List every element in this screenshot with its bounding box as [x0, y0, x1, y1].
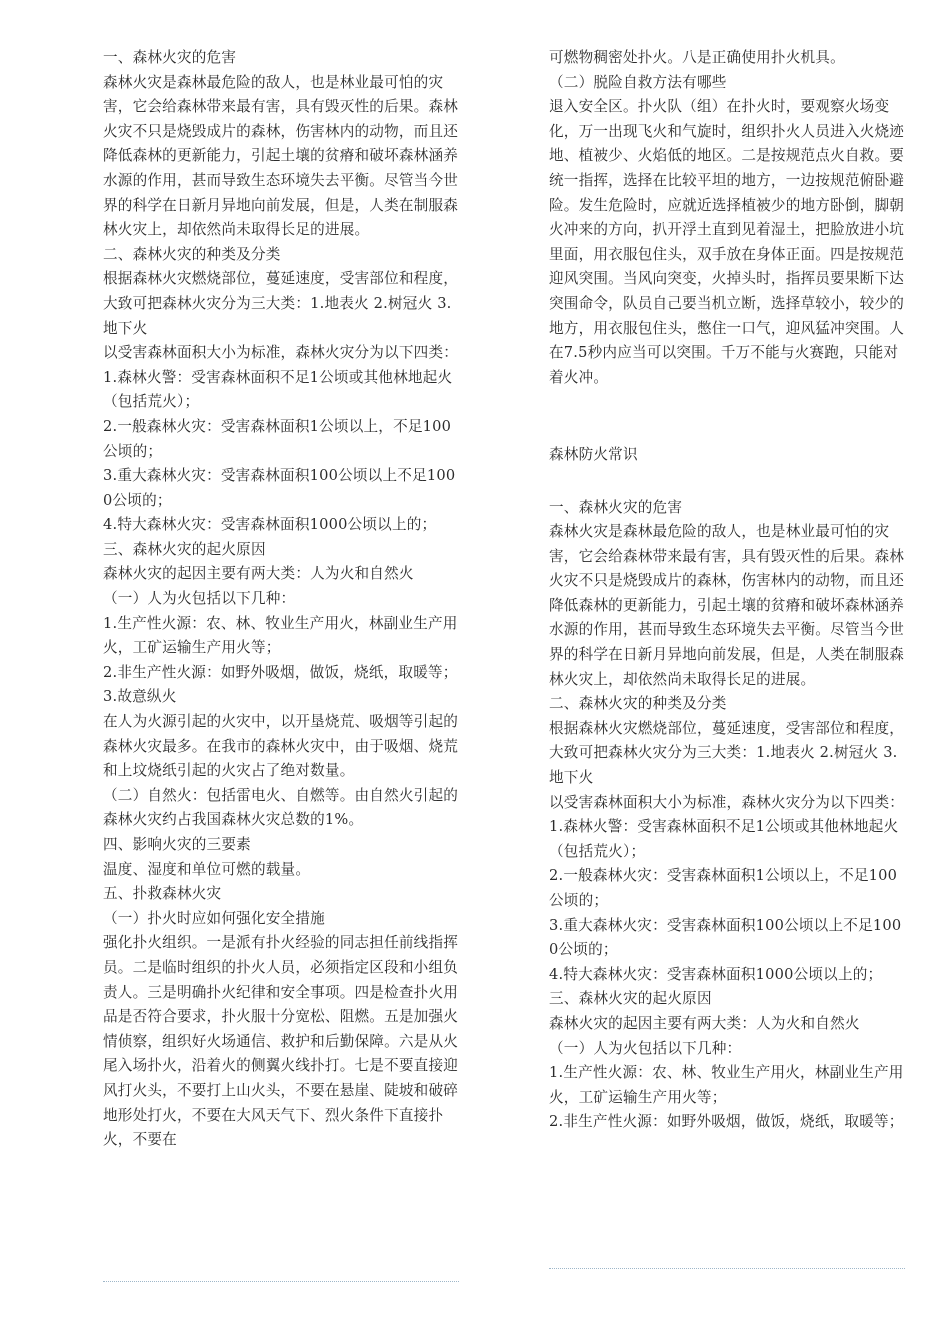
paragraph-hazards: 森林火灾是森林最危险的敌人，也是林业最可怕的灾害，它会给森林带来最有害，具有毁灭性的后果。森林火灾不只是烧毁成片的森林，伤害林内的动物，而且还降低森林的更新能力，引起土壤的贫瘠和破坏森林涵养水源的作用，甚而导致生态环境失去平衡。尽管当今世界的科学在日新月异地向前发展，但是，人类在制服森林火灾上，却依然尚未取得长足的进展。 — [549, 523, 905, 688]
section-heading-hazards: 一、森林火灾的危害 — [103, 49, 237, 66]
subheading-human-fire: （一）人为火包括以下几种： — [103, 590, 296, 608]
list-item: 1.森林火警：受害森林面积不足1公顷或其他林地起火（包括荒火）； — [103, 368, 453, 411]
list-item: 4.特大森林火灾：受害森林面积1000公顷以上的； — [103, 516, 437, 534]
section-heading-three-factors: 四、影响火灾的三要素 — [103, 836, 251, 853]
list-item: 3.故意纵火 — [103, 688, 177, 706]
section-heading-hazards: 一、森林火灾的危害 — [549, 498, 683, 516]
list-item: 3.重大森林火灾：受害森林面积100公顷以上不足1000公顷的； — [103, 467, 456, 509]
list-item: 1.森林火警：受害森林面积不足1公顷或其他林地起火（包括荒火）； — [549, 818, 899, 860]
list-item: 1.生产性火源：农、林、牧业生产用火，林副业生产用火，工矿运输生产用火等； — [103, 614, 458, 657]
left-column-divider — [103, 1281, 459, 1282]
spacer — [549, 468, 905, 496]
list-item: 2.非生产性火源：如野外吸烟，做饭，烧纸，取暖等； — [549, 1113, 904, 1131]
right-column-divider — [549, 1268, 905, 1269]
paragraph-area-classes: 以受害森林面积大小为标准，森林火灾分为以下四类： — [549, 793, 905, 811]
subheading-escape-methods: （二）脱险自救方法有哪些 — [549, 73, 727, 91]
spacer — [549, 390, 905, 418]
section-heading-types: 二、森林火灾的种类及分类 — [549, 695, 727, 713]
subheading-safety-measures: （一）扑火时应如何强化安全措施 — [103, 909, 325, 927]
list-item: 2.非生产性火源：如野外吸烟，做饭，烧纸，取暖等； — [103, 663, 458, 681]
paragraph-types: 根据森林火灾燃烧部位，蔓延速度，受害部位和程度，大致可把森林火灾分为三大类：1.地表火 2.树冠火 3.地下火 — [103, 270, 459, 337]
paragraph-causes: 森林火灾的起因主要有两大类：人为火和自然火 — [103, 565, 414, 583]
subheading-human-fire: （一）人为火包括以下几种： — [549, 1039, 742, 1057]
paragraph-types: 根据森林火灾燃烧部位，蔓延速度，受害部位和程度，大致可把森林火灾分为三大类：1.地表火 2.树冠火 3.地下火 — [549, 719, 905, 787]
paragraph-escape-methods: 退入安全区。扑火队（组）在扑火时，要观察火场变化，万一出现飞火和气旋时，组织扑火人员进入火烧迹地、植被少、火焰低的地区。二是按规范点火自救。要统一指挥，选择在比较平坦的地方，一边按规范俯卧避险。发生危险时，应就近选择植被少的地方卧倒，脚朝火冲来的方向，扒开浮土直到见着湿土，把脸放进小坑里面，用衣服包住头，双手放在身体正面。四是按规范迎风突围。当风向突变，火掉头时，指挥员要果断下达突围命令，队员自己要当机立断，选择草较小，较少的地方，用衣服包住头，憋住一口气，迎风猛冲突围。人在7.5秒内应当可以突围。千万不能与火赛跑，只能对着火冲。 — [549, 98, 905, 386]
section-heading-causes: 三、森林火灾的起火原因 — [549, 990, 712, 1008]
right-column — [549, 46, 905, 1135]
spacer — [549, 418, 905, 443]
section-heading-types: 二、森林火灾的种类及分类 — [103, 245, 281, 263]
paragraph-causes: 森林火灾的起因主要有两大类：人为火和自然火 — [549, 1014, 860, 1032]
paragraph-continued: 可燃物稠密处扑火。八是正确使用扑火机具。 — [549, 49, 845, 66]
list-item: 1.生产性火源：农、林、牧业生产用火，林副业生产用火，工矿运输生产用火等； — [549, 1064, 904, 1106]
section-heading-causes: 三、森林火灾的起火原因 — [103, 540, 266, 558]
paragraph-area-classes: 以受害森林面积大小为标准，森林火灾分为以下四类： — [103, 344, 459, 362]
section-heading-firefighting: 五、扑救森林火灾 — [103, 885, 222, 903]
list-item: 3.重大森林火灾：受害森林面积100公顷以上不足1000公顷的； — [549, 916, 902, 959]
paragraph-natural-fire: （二）自然火：包括雷电火、自燃等。由自然火引起的森林火灾约占我国森林火灾总数的1%。 — [103, 786, 459, 829]
list-item: 2.一般森林火灾：受害森林面积1公顷以上，不足100公顷的； — [103, 417, 452, 460]
paragraph-safety-measures: 强化扑火组织。一是派有扑火经验的同志担任前线指挥员。二是临时组织的扑火人员，必须指定区段和小组负责人。三是明确扑火纪律和安全事项。四是检查扑火用品是否符合要求，扑火服十分宽松、阻燃。五是加强火情侦察，组织好火场通信、救护和后勤保障。六是从火尾入场扑火，沿着火的侧翼火线扑打。七是不要直接迎风打火头，不要打上山火头，不要在悬崖、陡坡和破碎地形处打火，不要在大风天气下、烈火条件下直接扑火，不要在 — [103, 934, 459, 1149]
paragraph-human-fire: 在人为火源引起的火灾中，以开垦烧荒、吸烟等引起的森林火灾最多。在我市的森林火灾中，由于吸烟、烧荒和上坟烧纸引起的火灾占了绝对数量。 — [103, 713, 459, 780]
paragraph-three-factors: 温度、湿度和单位可燃的载量。 — [103, 860, 311, 878]
left-column — [103, 46, 459, 1153]
document-title: 森林防火常识 — [549, 445, 638, 463]
paragraph-hazards: 森林火灾是森林最危险的敌人，也是林业最可怕的灾害，它会给森林带来最有害，具有毁灭性的后果。森林火灾不只是烧毁成片的森林，伤害林内的动物，而且还降低森林的更新能力，引起土壤的贫瘠和破坏森林涵养水源的作用，甚而导致生态环境失去平衡。尽管当今世界的科学在日新月异地向前发展，但是，人类在制服森林火灾上，却依然尚未取得长足的进展。 — [103, 73, 459, 239]
list-item: 2.一般森林火灾：受害森林面积1公顷以上，不足100公顷的； — [549, 867, 898, 909]
list-item: 4.特大森林火灾：受害森林面积1000公顷以上的； — [549, 965, 883, 983]
